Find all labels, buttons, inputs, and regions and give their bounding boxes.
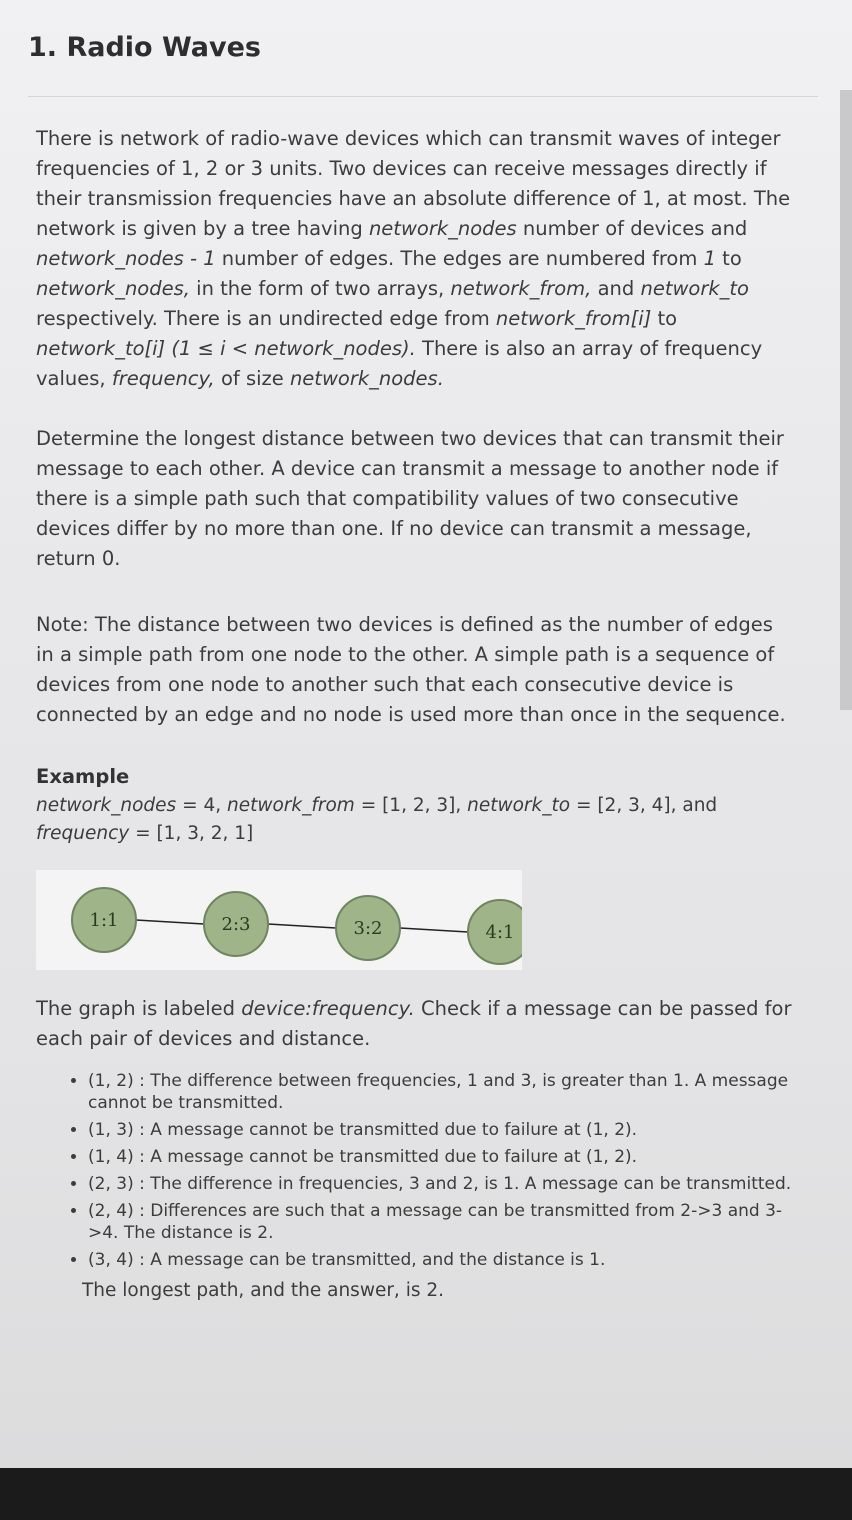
graph-edge [136, 920, 204, 924]
graph-edge [400, 928, 468, 932]
monitor-bezel [0, 1468, 852, 1520]
graph-node-label: 2:3 [221, 914, 251, 935]
example-input: network_nodes = 4, network_from = [1, 2, 3], network_to = [2, 3, 4], and frequency = [1, 3, 2, 1] [36, 795, 718, 844]
example-graph [36, 870, 522, 970]
scrollbar[interactable] [840, 90, 852, 710]
pair-list [36, 1070, 796, 1271]
answer-text: The longest path, and the answer, is 2. [82, 1280, 445, 1301]
title-divider [28, 96, 818, 97]
graph-node-label: 4:1 [485, 922, 515, 943]
example-heading: Example [36, 765, 130, 788]
graph-edge [268, 924, 336, 928]
graph-node-label: 1:1 [89, 910, 119, 931]
note-paragraph: Note: The distance between two devices is defined as the number of edges in a simple path from one node to the other. A simple path is a sequence of devices from one node to another such that each consecutive device is connected by an edge and no node is used more than once in the sequence. [36, 613, 786, 726]
graph-node-label: 3:2 [353, 918, 383, 939]
pair-item: • (2, 4) : Differences are such that a message can be transmitted from 2->3 and 3->4. The distance is 2. [88, 1200, 796, 1244]
problem-statement [36, 124, 796, 1306]
task-paragraph: Determine the longest distance between two devices that can transmit their message to each other. A device can transmit a message to another node if there is a simple path such that compatibility values of two consecutive devices differ by no more than one. If no device can transmit a message, return 0. [36, 427, 784, 570]
pair-item: • (1, 3) : A message cannot be transmitted due to failure at (1, 2). [88, 1119, 796, 1141]
pair-item: • (1, 4) : A message cannot be transmitted due to failure at (1, 2). [88, 1146, 796, 1168]
description-paragraph: There is network of radio-wave devices which can transmit waves of integer frequencies of 1, 2 or 3 units. Two devices can receive messages directly if their transmission frequencies have an absolute difference of 1, at most. The network is given by a tree having network_nodes number of devices and network_nodes - 1 number of edges. The edges are numbered from 1 to network_nodes, in the form of two arrays, network_from, and network_to respectively. There is an undirected edge from network_from[i] to network_to[i] (1 ≤ i < network_nodes). There is also an array of frequency values, frequency, of size network_nodes. [36, 127, 791, 390]
problem-title: 1. Radio Waves [28, 32, 262, 63]
graph-svg [36, 870, 522, 970]
pair-item: • (3, 4) : A message can be transmitted, and the distance is 1. [88, 1249, 796, 1271]
pair-item: • (2, 3) : The difference in frequencies, 3 and 2, is 1. A message can be transmitted. [88, 1173, 796, 1195]
graph-caption: The graph is labeled device:frequency. Check if a message can be passed for each pair of devices and distance. [36, 997, 792, 1050]
pair-item: • (1, 2) : The difference between frequencies, 1 and 3, is greater than 1. A message cannot be transmitted. [88, 1070, 796, 1114]
